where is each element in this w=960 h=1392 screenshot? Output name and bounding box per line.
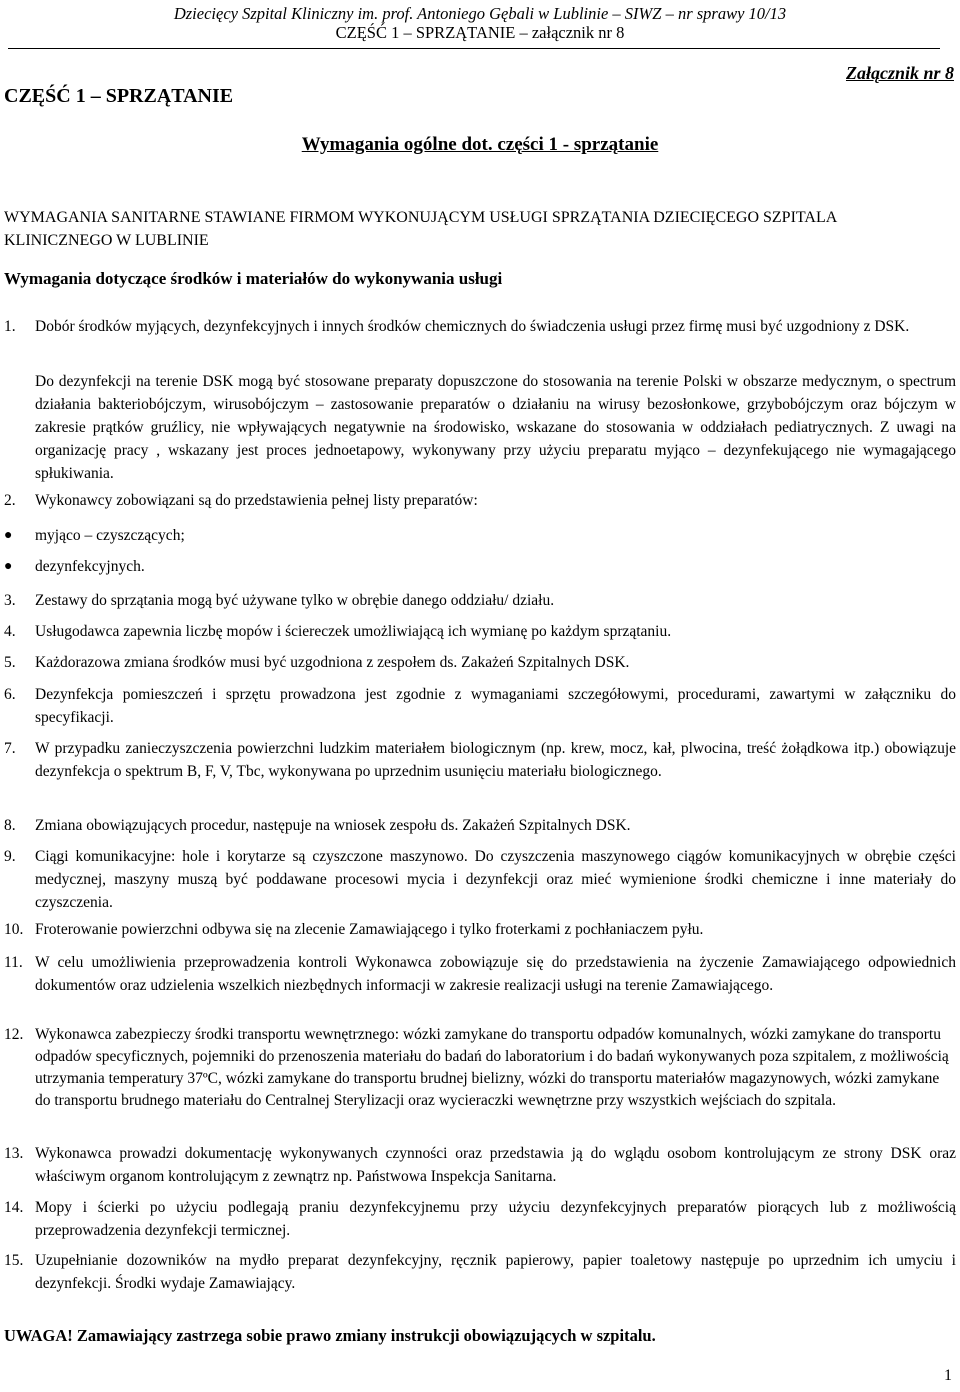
list-item-number: 2. — [4, 492, 16, 509]
bullet-item — [4, 555, 145, 578]
document-title: Wymagania ogólne dot. części 1 - sprzątanie — [301, 134, 659, 155]
list-item-number: 8. — [4, 817, 16, 834]
attachment-label: Załącznik nr 8 — [845, 63, 954, 83]
list-item-number: 6. — [4, 686, 16, 703]
list-item-text: Uzupełnianie dozowników na mydło preparat dezynfekcyjny, ręcznik papierowy, papier toaletowy następuje po uprzednim ich umyciu i dezynfekcji. Środki wydaje Zamawiający. — [35, 1252, 956, 1292]
list-item — [4, 1196, 956, 1242]
list-item-text: Ciągi komunikacyjne: hole i korytarze są czyszczone maszynowo. Do czyszczenia maszynowego ciągów komunikacyjnych w obrębie części medycznej, maszyny muszą być poddawane procesowi mycia i dezynfekcji oraz mieć wymienione środki chemiczne i inne materiały do czyszczenia. — [35, 848, 956, 911]
list-item-number: 3. — [4, 592, 16, 609]
list-item — [4, 683, 956, 729]
list-item-number: 15. — [4, 1252, 24, 1269]
bullet-text: dezynfekcyjnych. — [35, 558, 145, 575]
list-item — [4, 589, 956, 612]
bullet-item — [4, 524, 185, 547]
running-header-title: Dziecięcy Szpital Kliniczny im. prof. Antoniego Gębali w Lublinie – SIWZ – nr sprawy 10/13 — [173, 4, 787, 23]
list-item-number: 9. — [4, 848, 16, 865]
list-item — [4, 1024, 956, 1112]
list-item — [4, 1249, 956, 1295]
list-item — [4, 918, 956, 941]
list-item — [4, 951, 956, 997]
list-item-text: W celu umożliwienia przeprowadzenia kontroli Wykonawca zobowiązuje się do przedstawienia na życzenie Zamawiającego odpowiednich dokumentów oraz udzielenia wszelkich niezbędnych informacji w zakresie realizacji usługi na terenie Zamawiającego. — [35, 954, 956, 994]
list-item-text: Dobór środków myjących, dezynfekcyjnych i innych środków chemicznych do świadczenia usługi przez firmę musi być uzgodniony z DSK. — [35, 318, 910, 335]
list-item-number: 14. — [4, 1199, 24, 1216]
list-item-text: Wykonawcy zobowiązani są do przedstawienia pełnej listy preparatów: — [35, 492, 478, 509]
disinfection-paragraph: Do dezynfekcji na terenie DSK mogą być stosowane preparaty dopuszczone do stosowania na terenie Polski w obszarze medycznym, o spectrum działania bakteriobójczym, wirusobójczym – zastosowanie preparatów o działaniu na wirusy bezosłonkowe, grzybobójczym oraz bójczym w zakresie prątków gruźlicy, nie wpływających negatywnie na środowisko, wskazane do stosowania w oddziałach pediatrycznych. Z uwagi na organizację pracy , wskazany jest proces jednoetapowy, wykonywany przy użyciu preparatu myjąco – dezynfekującego nie wymagającego spłukiwania. — [35, 373, 956, 482]
list-item-number: 13. — [4, 1145, 24, 1162]
bullet-icon: ● — [4, 559, 13, 574]
part-title: CZĘŚĆ 1 – SPRZĄTANIE — [4, 85, 234, 107]
section-subheading: Wymagania dotyczące środków i materiałów do wykonywania usługi — [4, 269, 503, 288]
list-item-text: Dezynfekcja pomieszczeń i sprzętu prowadzona jest zgodnie z wymaganiami szczegółowymi, procedurami, zawartymi w załączniku do specyfikacji. — [35, 686, 956, 726]
bullet-text: myjąco – czyszczących; — [35, 527, 185, 544]
list-item — [4, 651, 956, 674]
list-item-number: 7. — [4, 740, 16, 757]
list-item — [4, 1142, 956, 1188]
list-item — [4, 620, 956, 643]
list-item-text: Zmiana obowiązujących procedur, następuje na wniosek zespołu ds. Zakażeń Szpitalnych DSK. — [35, 817, 631, 834]
list-item-number: 12. — [4, 1026, 24, 1043]
list-item-text: Każdorazowa zmiana środków musi być uzgodniona z zespołem ds. Zakażeń Szpitalnych DSK. — [35, 654, 630, 671]
bullet-icon: ● — [4, 528, 13, 543]
running-header-subtitle: CZĘŚĆ 1 – SPRZĄTANIE – załącznik nr 8 — [335, 23, 625, 42]
list-item-text: Usługodawca zapewnia liczbę mopów i ściereczek umożliwiającą ich wymianę po każdym sprzątaniu. — [35, 623, 672, 640]
list-item-text: Wykonawca prowadzi dokumentację wykonywanych czynności oraz przedstawia ją do wglądu osobom kontrolującym ze strony DSK oraz właściwym organom kontrolującym z zewnątrz np. Państwowa Inspekcja Sanitarna. — [35, 1145, 956, 1185]
list-item — [4, 737, 956, 783]
page-number: 1 — [944, 1367, 952, 1384]
list-item-text: Wykonawca zabezpieczy środki transportu wewnętrznego: wózki zamykane do transportu odpadów komunalnych, wózki zamykane do transportu odpadów specyficznych, pojemniki do przenoszenia materiału do badań do laboratorium i do badań wykonywanych poza szpitalem, z możliwością utrzymania temperatury 37ºC, wózki zamykane do transportu brudnej bielizny, wózki do transportu materiałów magazynowych, wózki zamykane do transportu brudnego materiału do Centralnej Sterylizacji oraz wycieraczki wewnętrzne przy wszystkich wejściach do szpitala. — [35, 1026, 949, 1109]
list-item — [4, 845, 956, 914]
warning-note: UWAGA! Zamawiający zastrzega sobie prawo zmiany instrukcji obowiązujących w szpitalu. — [4, 1326, 656, 1345]
list-item — [4, 489, 956, 512]
list-item-number: 4. — [4, 623, 16, 640]
header-divider — [8, 48, 940, 49]
list-item-text: Froterowanie powierzchni odbywa się na zlecenie Zamawiającego i tylko froterkami z pochłaniaczem pyłu. — [35, 921, 704, 938]
list-item-text: Mopy i ścierki po użyciu podlegają praniu dezynfekcyjnemu przy użyciu dezynfekcyjnych preparatów piorących lub z możliwością przeprowadzenia dezynfekcji termicznej. — [35, 1199, 956, 1239]
section-caps-title: WYMAGANIA SANITARNE STAWIANE FIRMOM WYKONUJĄCYM USŁUGI SPRZĄTANIA DZIECIĘCEGO SZPITALA KLINICZNEGO W LUBLINIE — [4, 209, 837, 249]
list-item-number: 10. — [4, 921, 24, 938]
list-item-number: 1. — [4, 318, 16, 335]
list-item — [4, 315, 956, 338]
list-item-text: Zestawy do sprzątania mogą być używane tylko w obrębie danego oddziału/ działu. — [35, 592, 555, 609]
list-item-number: 11. — [4, 954, 23, 971]
list-item — [4, 814, 956, 837]
list-item-text: W przypadku zanieczyszczenia powierzchni ludzkim materiałem biologicznym (np. krew, mocz, kał, plwocina, treść żołądkowa itp.) obowiązuje dezynfekcja o spektrum B, F, V, Tbc, wykonywana po uprzednim usunięciu materiału biologicznego. — [35, 740, 956, 780]
list-item-number: 5. — [4, 654, 16, 671]
